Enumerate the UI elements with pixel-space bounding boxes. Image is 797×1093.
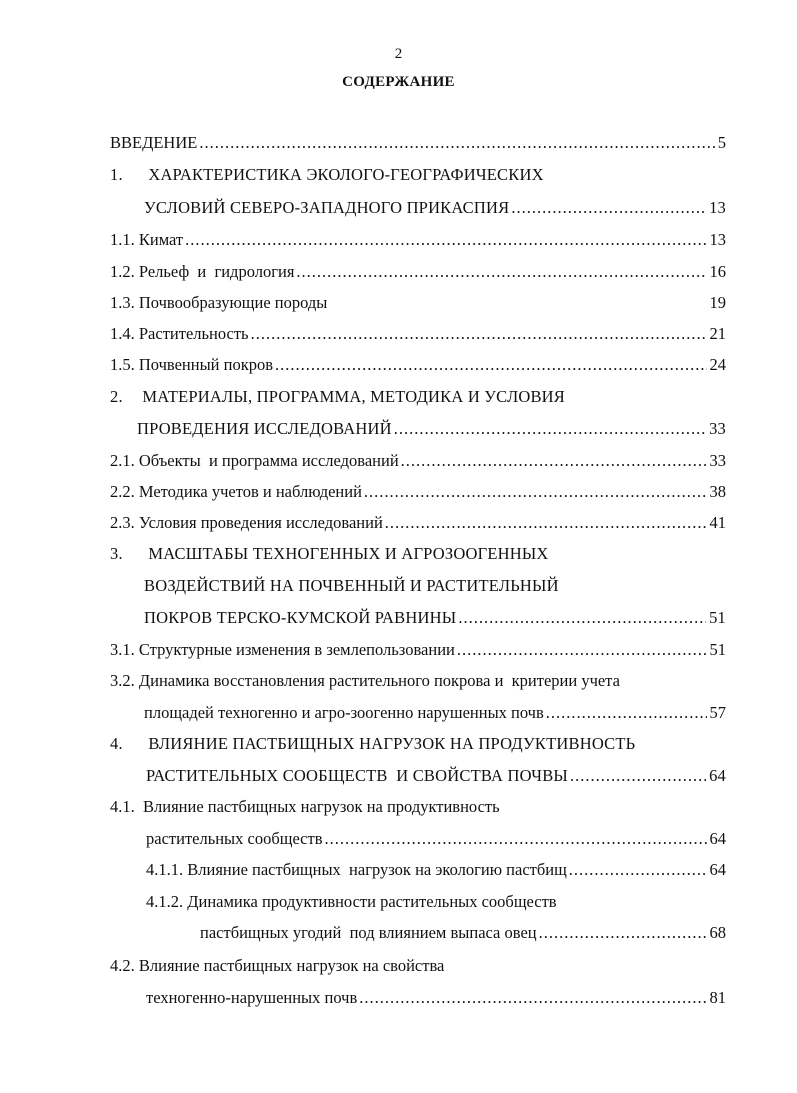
- toc-section-4-1-line2: [146, 828, 726, 850]
- toc-entry-page: 16: [709, 262, 726, 281]
- chapter-title-line3: ПОКРОВ ТЕРСКО-КУМСКОЙ РАВНИНЫ: [144, 608, 457, 627]
- toc-section-3-2-line2: [144, 702, 726, 724]
- toc-section-3-2-line1: 3.2. Динамика восстановления растительного покрова и критерии учета: [110, 671, 620, 690]
- dot-leader: [325, 828, 707, 850]
- chapter-title-line2: ПРОВЕДЕНИЯ ИССЛЕДОВАНИЙ: [137, 419, 392, 438]
- toc-section-3-1: [110, 639, 726, 661]
- toc-entry-page: 81: [709, 988, 726, 1007]
- chapter-number: 2.: [110, 387, 123, 406]
- chapter-title-line2: ВОЗДЕЙСТВИЙ НА ПОЧВЕННЫЙ И РАСТИТЕЛЬНЫЙ: [144, 576, 559, 595]
- toc-entry-page: 13: [709, 198, 726, 217]
- toc-section-4-1-2-line2: [200, 922, 726, 944]
- section-title-line2: площадей техногенно и агро-зоогенно нарушенных почв: [144, 703, 544, 722]
- chapter-number: 1.: [110, 165, 123, 184]
- toc-section-2-2: [110, 481, 726, 503]
- chapter-title-line1: МАСШТАБЫ ТЕХНОГЕННЫХ И АГРОЗООГЕННЫХ: [148, 544, 549, 563]
- chapter-number: 3.: [110, 544, 123, 563]
- chapter-title-line2: РАСТИТЕЛЬНЫХ СООБЩЕСТВ И СВОЙСТВА ПОЧВЫ: [146, 766, 568, 785]
- toc-entry-page: 64: [709, 766, 726, 785]
- toc-chapter-4-line1: [110, 733, 726, 755]
- dot-leader: [511, 197, 706, 219]
- dot-leader: [385, 512, 707, 534]
- toc-section-1-4: [110, 323, 726, 345]
- dot-leader: [185, 229, 706, 251]
- dot-leader: [394, 418, 706, 440]
- dot-leader: [546, 702, 707, 724]
- toc-entry-page: 68: [709, 923, 726, 942]
- dot-leader: [296, 261, 706, 283]
- toc-entry-intro: [110, 132, 726, 154]
- chapter-title-line1: ВЛИЯНИЕ ПАСТБИЩНЫХ НАГРУЗОК НА ПРОДУКТИВНОСТЬ: [148, 734, 636, 753]
- toc-chapter-1-line2: [144, 197, 726, 219]
- section-title: 2.1. Объекты и программа исследований: [110, 451, 399, 470]
- toc-section-1-5: [110, 354, 726, 376]
- toc-section-1-2: [110, 261, 726, 283]
- toc-entry-page: 13: [709, 230, 726, 249]
- toc-entry-page: 64: [709, 860, 726, 879]
- toc-section-4-1-2-line1: 4.1.2. Динамика продуктивности растительных сообществ: [146, 892, 557, 911]
- toc-entry-page: 24: [709, 355, 726, 374]
- dot-leader: [570, 765, 706, 787]
- dot-leader: [539, 922, 707, 944]
- toc-section-1-1: [110, 229, 726, 251]
- chapter-number: 4.: [110, 734, 123, 753]
- section-title: 3.1. Структурные изменения в землепользовании: [110, 640, 455, 659]
- toc-entry-page: 38: [709, 482, 726, 501]
- toc-entry-page: 33: [709, 419, 726, 438]
- toc-chapter-3-line2: [144, 575, 726, 597]
- dot-leader: [401, 450, 707, 472]
- toc-entry-page: 51: [709, 640, 726, 659]
- section-title-line2: растительных сообществ: [146, 829, 323, 848]
- toc-section-2-1: [110, 450, 726, 472]
- toc-section-1-3: [110, 292, 726, 314]
- toc-chapter-1-line1: [110, 164, 726, 186]
- toc-entry-page: 5: [717, 133, 726, 152]
- section-title: 1.2. Рельеф и гидрология: [110, 262, 295, 281]
- toc-chapter-3-line3: [144, 607, 726, 629]
- dot-leader: [251, 323, 707, 345]
- dot-leader: [364, 481, 707, 503]
- section-title-line2: пастбищных угодий под влиянием выпаса овец: [200, 923, 537, 942]
- chapter-title-line1: ХАРАКТЕРИСТИКА ЭКОЛОГО-ГЕОГРАФИЧЕСКИХ: [148, 165, 544, 184]
- section-title: 1.1. Кимат: [110, 230, 184, 249]
- toc-entry-text: ВВЕДЕНИЕ: [110, 133, 198, 152]
- toc-section-4-1-line1: 4.1. Влияние пастбищных нагрузок на продуктивность: [110, 797, 500, 816]
- section-title: 2.3. Условия проведения исследований: [110, 513, 383, 532]
- toc-chapter-4-line2: [146, 765, 726, 787]
- section-title: 1.3. Почвообразующие породы: [110, 293, 328, 312]
- chapter-title-line2: УСЛОВИЙ СЕВЕРО-ЗАПАДНОГО ПРИКАСПИЯ: [144, 198, 510, 217]
- toc-section-2-3: [110, 512, 726, 534]
- toc-chapter-3-line1: [110, 543, 726, 565]
- section-title: 1.4. Растительность: [110, 324, 249, 343]
- toc-section-4-1-1: [146, 859, 726, 881]
- dot-leader: [569, 859, 707, 881]
- page-number: 2: [394, 46, 403, 62]
- chapter-title-line1: МАТЕРИАЛЫ, ПРОГРАММА, МЕТОДИКА И УСЛОВИЯ: [142, 387, 565, 406]
- section-title: 2.2. Методика учетов и наблюдений: [110, 482, 362, 501]
- toc-chapter-2-line1: [110, 386, 726, 408]
- toc-entry-page: 33: [709, 451, 726, 470]
- toc-section-4-2-line2: [146, 987, 726, 1009]
- dot-leader: [275, 354, 706, 376]
- toc-chapter-2-line2: [137, 418, 726, 440]
- toc-entry-page: 21: [709, 324, 726, 343]
- section-title-line2: техногенно-нарушенных почв: [146, 988, 358, 1007]
- section-title: 4.1.1. Влияние пастбищных нагрузок на экологию пастбищ: [146, 860, 567, 879]
- section-title: 1.5. Почвенный покров: [110, 355, 274, 374]
- toc-section-4-2-line1: 4.2. Влияние пастбищных нагрузок на свойства: [110, 956, 445, 975]
- toc-entry-page: 57: [709, 703, 726, 722]
- dot-leader: [359, 987, 706, 1009]
- toc-entry-page: 19: [709, 293, 726, 312]
- dot-leader: [199, 132, 714, 154]
- toc-entry-page: 51: [709, 608, 726, 627]
- dot-leader: [458, 607, 706, 629]
- toc-entry-page: 64: [709, 829, 726, 848]
- page-title: СОДЕРЖАНИЕ: [342, 74, 455, 90]
- dot-leader: [457, 639, 707, 661]
- toc-entry-page: 41: [709, 513, 726, 532]
